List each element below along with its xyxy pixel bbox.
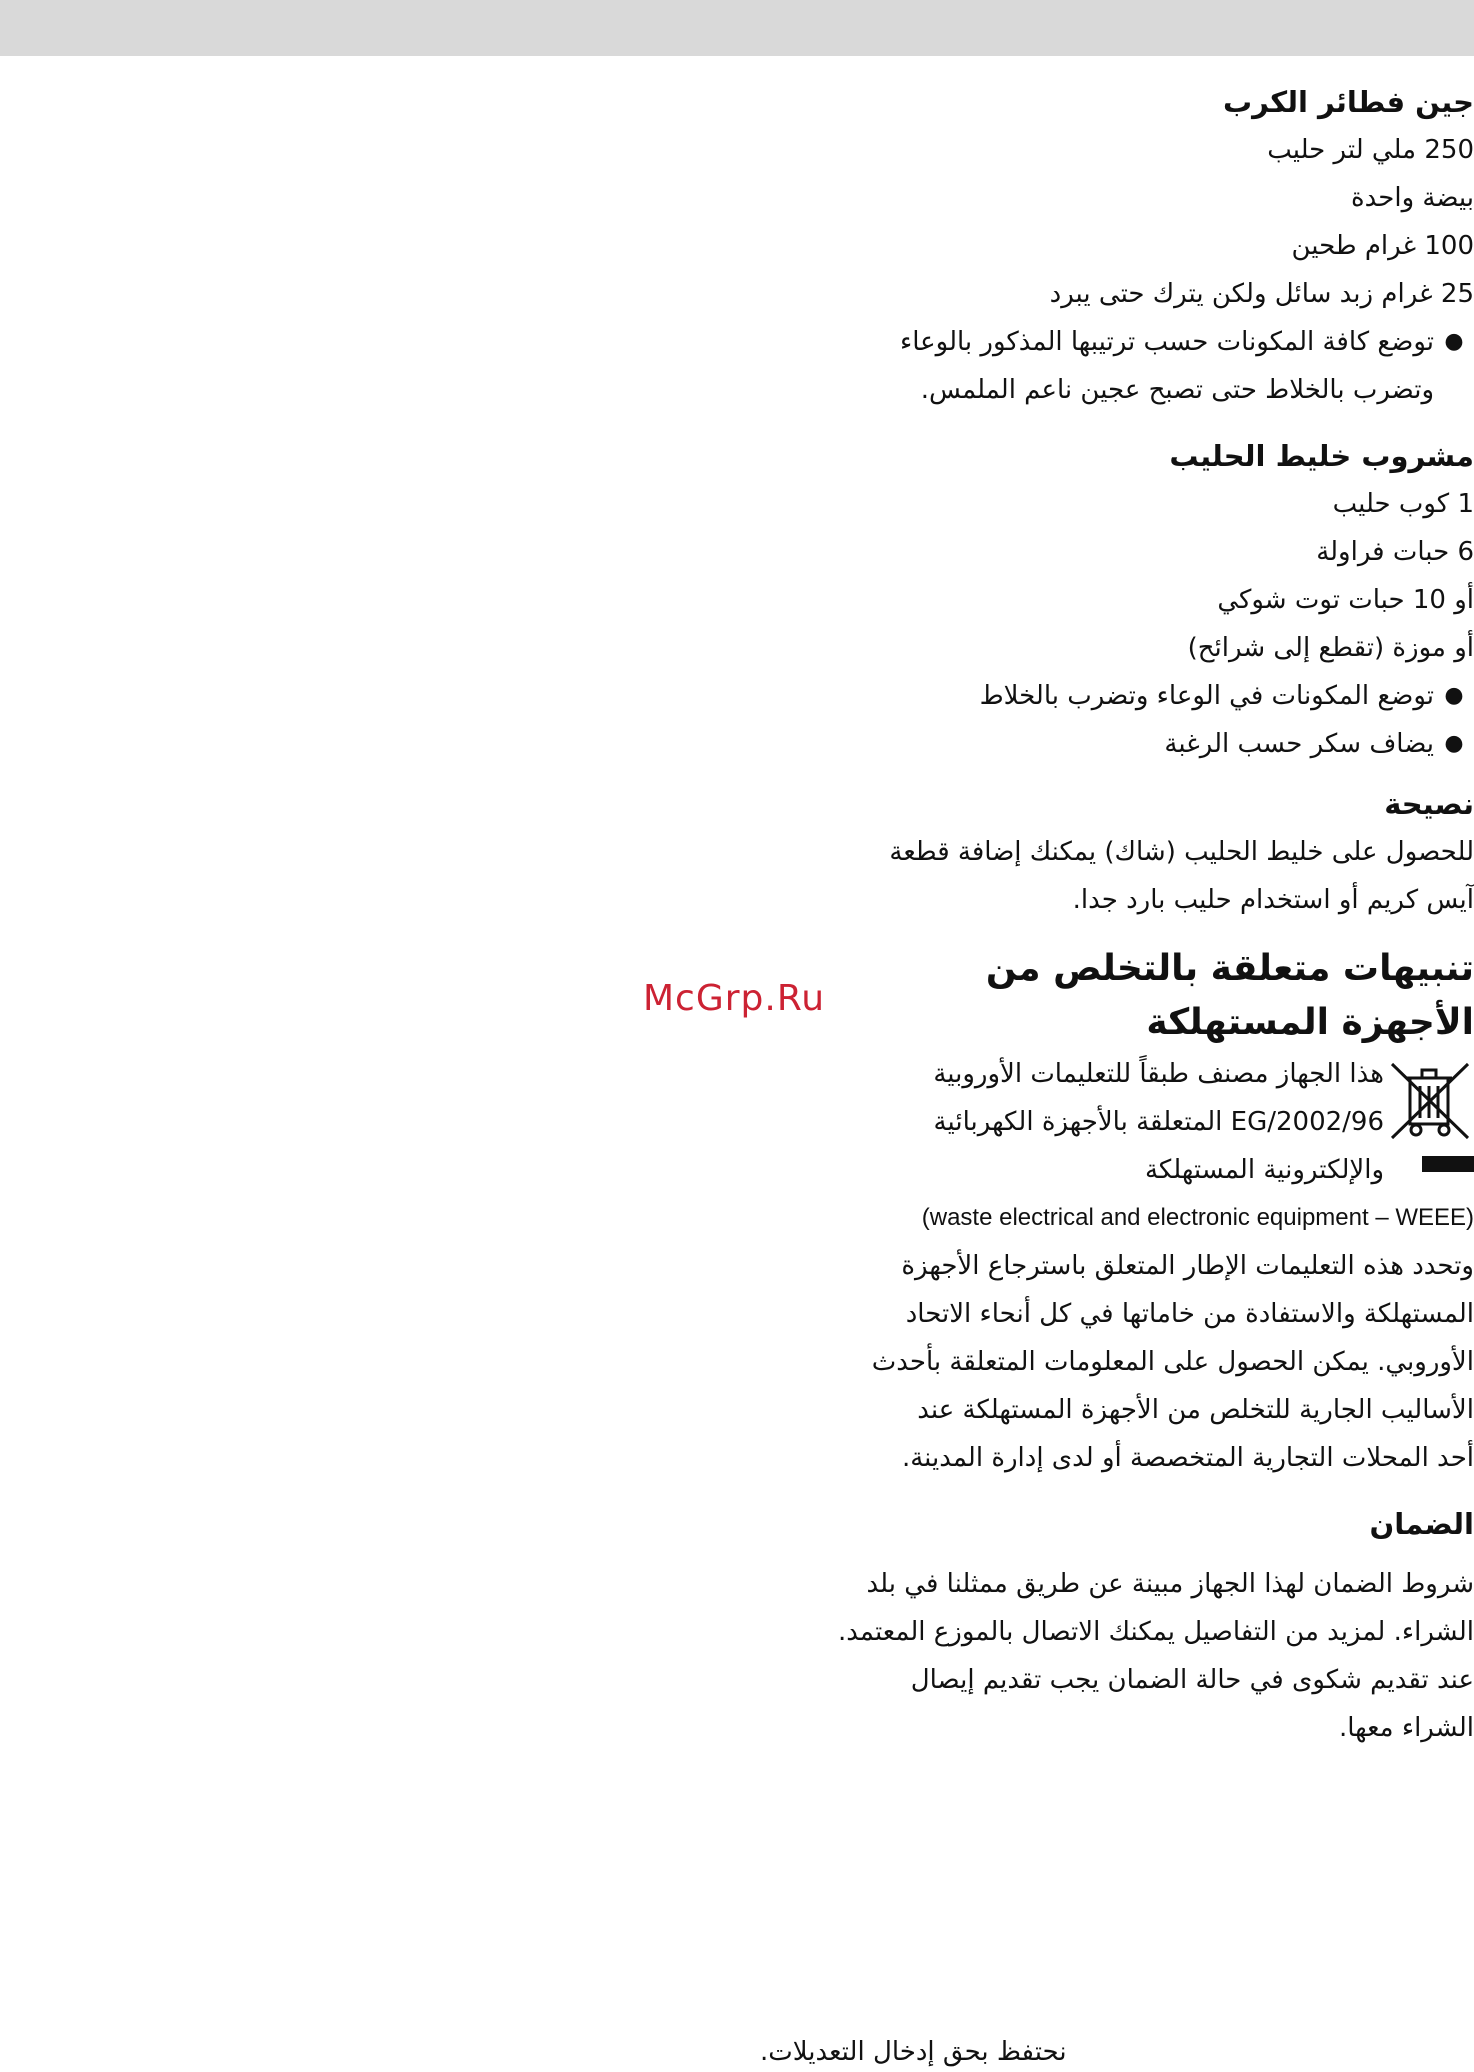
recipe-crepe-title: جين فطائر الكرب — [1223, 85, 1474, 119]
disposal-body-line: أحد المحلات التجارية المتخصصة أو لدى إدارة المدينة. — [901, 1443, 1474, 1473]
bullet-icon: ● — [1444, 329, 1464, 354]
warranty-line: شروط الضمان لهذا الجهاز مبينة عن طريق ممثلنا في بلد — [866, 1569, 1474, 1599]
recipe-milkshake-section — [714, 432, 1474, 768]
weee-english-line: (waste electrical and electronic equipment – WEEE) — [921, 1204, 1474, 1231]
tip-line: للحصول على خليط الحليب (شاك) يمكنك إضافة قطعة — [889, 837, 1474, 867]
top-gray-bar — [0, 0, 1474, 56]
directive-line: والإلكترونية المستهلكة — [1144, 1155, 1384, 1185]
ingredient-line: أو موزة (تقطع إلى شرائح) — [1187, 633, 1474, 663]
ingredient-line: 25 غرام زبد سائل ولكن يترك حتى يبرد — [1049, 279, 1474, 309]
tip-title: نصيحة — [1384, 787, 1474, 821]
instruction-text: توضع كافة المكونات حسب ترتيبها المذكور بالوعاء — [899, 327, 1434, 357]
disposal-body-line: وتحدد هذه التعليمات الإطار المتعلق باسترجاع الأجهزة — [901, 1251, 1474, 1281]
instruction-bullet — [714, 720, 1474, 768]
disposal-body-line: الأساليب الجارية للتخلص من الأجهزة المستهلكة عند — [917, 1395, 1474, 1425]
weee-black-bar — [1422, 1156, 1474, 1172]
instruction-text: يضاف سكر حسب الرغبة — [1164, 729, 1434, 759]
directive-line: هذا الجهاز مصنف طبقاً للتعليمات الأوروبية — [933, 1059, 1384, 1089]
instruction-bullet — [714, 318, 1474, 366]
directive-line: 2002/96/EG المتعلقة بالأجهزة الكهربائية — [933, 1107, 1384, 1137]
tip-section — [714, 780, 1474, 924]
watermark: McGrp.Ru — [643, 978, 826, 1019]
ingredient-line: 6 حبات فراولة — [1316, 537, 1474, 567]
ingredient-line: بيضة واحدة — [1351, 183, 1474, 213]
ingredient-line: 100 غرام طحين — [1291, 231, 1474, 261]
instruction-bullet — [714, 672, 1474, 720]
ingredient-line: 250 ملي لتر حليب — [1267, 135, 1474, 165]
footer-note: نحتفظ بحق إدخال التعديلات. — [760, 2037, 1067, 2067]
warranty-section — [714, 1500, 1474, 1752]
warranty-line: عند تقديم شكوى في حالة الضمان يجب تقديم إيصال — [910, 1665, 1474, 1695]
bullet-icon: ● — [1444, 683, 1464, 708]
disposal-body-line: الأوروبي. يمكن الحصول على المعلومات المتعلقة بأحدث — [871, 1347, 1474, 1377]
disposal-body-line: المستهلكة والاستفادة من خاماتها في كل أنحاء الاتحاد — [905, 1299, 1474, 1329]
crossed-out-wheelie-bin-icon — [1386, 1060, 1474, 1142]
bullet-icon: ● — [1444, 731, 1464, 756]
tip-line: آيس كريم أو استخدام حليب بارد جدا. — [1072, 885, 1474, 915]
warranty-title: الضمان — [1369, 1507, 1474, 1541]
disposal-title: تنبيهات متعلقة بالتخلص من — [985, 948, 1474, 989]
disposal-section — [714, 942, 1474, 1482]
page-content — [714, 78, 1474, 1752]
disposal-title: الأجهزة المستهلكة — [1146, 1002, 1474, 1043]
recipe-crepe-section — [714, 78, 1474, 414]
instruction-text-continued: وتضرب بالخلاط حتى تصبح عجين ناعم الملمس. — [920, 375, 1434, 405]
ingredient-line: 1 كوب حليب — [1332, 489, 1474, 519]
weee-directive-block — [714, 1050, 1474, 1194]
recipe-milkshake-title: مشروب خليط الحليب — [1169, 439, 1474, 473]
ingredient-line: أو 10 حبات توت شوكي — [1217, 585, 1474, 615]
warranty-line: الشراء معها. — [1338, 1713, 1474, 1743]
instruction-text: توضع المكونات في الوعاء وتضرب بالخلاط — [979, 681, 1434, 711]
warranty-line: الشراء. لمزيد من التفاصيل يمكنك الاتصال بالموزع المعتمد. — [838, 1617, 1474, 1647]
